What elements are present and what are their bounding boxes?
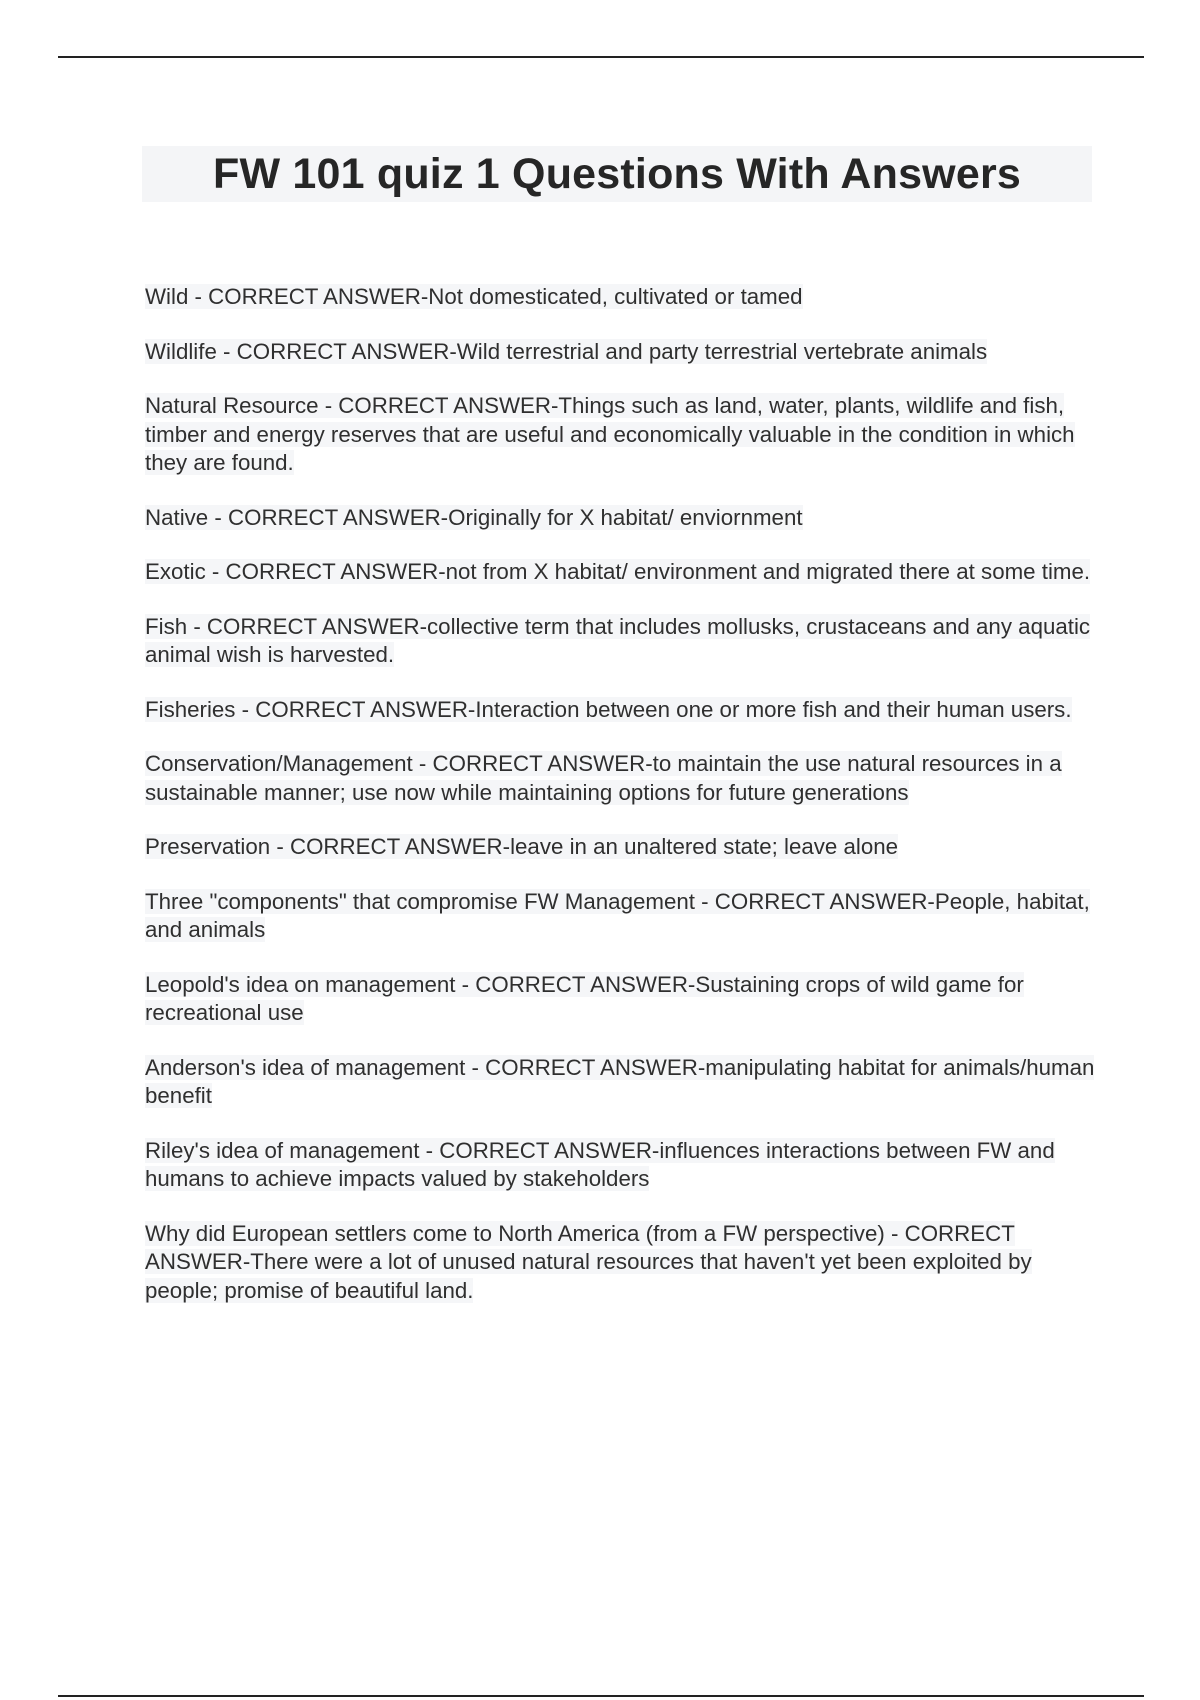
qa-item-natural-resource [145, 392, 1095, 478]
top-divider [58, 56, 1144, 58]
qa-item-text: Riley's idea of management - CORRECT ANSWER-influences interactions between FW and humans to achieve impacts valued by stakeholders [145, 1137, 1055, 1191]
qa-item-fisheries [145, 696, 1095, 725]
bottom-divider [58, 1695, 1144, 1697]
qa-item-wild [145, 283, 1095, 312]
qa-item-conservation [145, 750, 1095, 807]
qa-item-anderson [145, 1054, 1095, 1111]
qa-item-text: Fisheries - CORRECT ANSWER-Interaction between one or more fish and their human users. [145, 696, 1072, 722]
qa-item-text: Wild - CORRECT ANSWER-Not domesticated, cultivated or tamed [145, 284, 803, 309]
page-title: FW 101 quiz 1 Questions With Answers [212, 150, 1021, 198]
qa-item-text: Why did European settlers come to North America (from a FW perspective) - CORRECT ANSWER-There were a lot of unused natural resources that haven't yet been exploited by people; promise of beautiful land. [145, 1220, 1032, 1303]
qa-item-exotic [145, 558, 1095, 587]
qa-item-preservation [145, 833, 1095, 862]
qa-item-text: Fish - CORRECT ANSWER-collective term that includes mollusks, crustaceans and any aquatic animal wish is harvested. [145, 613, 1091, 667]
qa-item-text: Wildlife - CORRECT ANSWER-Wild terrestrial and party terrestrial vertebrate animals [145, 338, 988, 364]
qa-item-text: Exotic - CORRECT ANSWER-not from X habitat/ environment and migrated there at some time. [145, 559, 1091, 584]
qa-item-text: Preservation - CORRECT ANSWER-leave in an unaltered state; leave alone [145, 834, 899, 859]
qa-item-text: Conservation/Management - CORRECT ANSWER-to maintain the use natural resources in a sustainable manner; use now while maintaining options for future generations [145, 751, 1062, 805]
qa-item-text: Leopold's idea on management - CORRECT ANSWER-Sustaining crops of wild game for recreational use [145, 971, 1024, 1025]
qa-item-riley [145, 1137, 1095, 1194]
qa-item-text: Anderson's idea of management - CORRECT ANSWER-manipulating habitat for animals/human benefit [145, 1054, 1095, 1108]
qa-item-wildlife [145, 338, 1095, 367]
qa-item-european-settlers [145, 1220, 1095, 1306]
qa-item-three-components [145, 888, 1095, 945]
qa-item-fish [145, 613, 1095, 670]
qa-item-text: Three "components" that compromise FW Management - CORRECT ANSWER-People, habitat, and animals [145, 888, 1090, 942]
qa-list [145, 283, 1095, 1331]
qa-item-leopold [145, 971, 1095, 1028]
qa-item-text: Native - CORRECT ANSWER-Originally for X habitat/ enviornment [145, 504, 803, 530]
qa-item-text: Natural Resource - CORRECT ANSWER-Things such as land, water, plants, wildlife and fish, timber and energy reserves that are useful and economically valuable in the condition in which they are found. [145, 393, 1075, 475]
qa-item-native [145, 504, 1095, 533]
